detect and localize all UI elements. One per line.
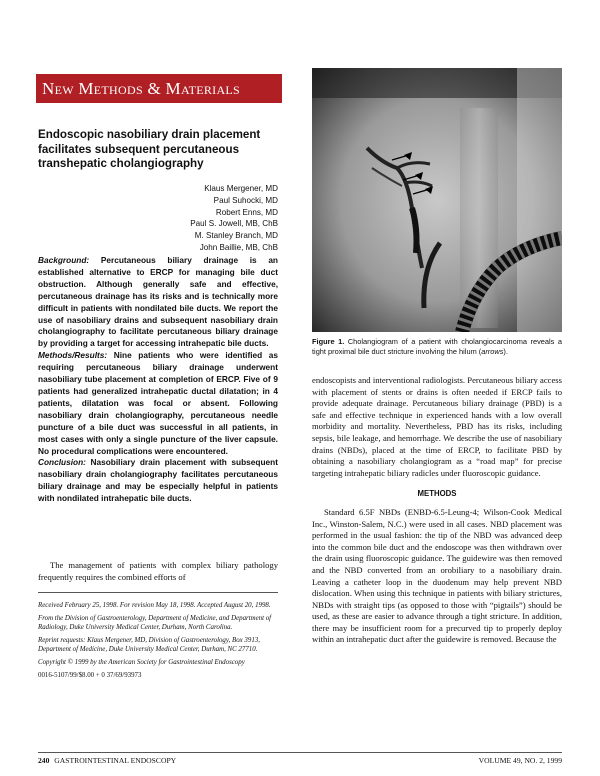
footer-divider	[38, 752, 562, 753]
abstract-conclusion	[38, 457, 278, 505]
abstract	[38, 255, 278, 505]
abstract-text: Nasobiliary drain placement with subsequent nasobiliary drain cholangiography facilitates percutaneous biliary drainage and may be especially helpful in patients with nondilated intrahepatic bile ducts.	[38, 457, 278, 504]
author: Robert Enns, MD	[215, 207, 278, 217]
author: Paul Suhocki, MD	[213, 195, 278, 205]
cholangiogram-image	[312, 68, 562, 332]
caption-end: ).	[503, 347, 508, 357]
methods-heading: METHODS	[417, 489, 457, 499]
methods-paragraph: Standard 6.5F NBDs (ENBD-6.5-Leung-4; Wilson-Cook Medical Inc., Winston-Salem, N.C.) were used in all cases. NBD placement was performed in the usual fashion: the tip of the NBD was advanced deep into the common bile duct and the endoscope was then withdrawn over the drain using fluoroscopic guidance. The guidewire was then removed and the NBD converted from an orobiliary to a nasobiliary drain. Leaving a catheter loop in the duodenum may help prevent NBD dislocation. When using this technique in patients with biliary strictures, NBDs with straight tips (as opposed to those with “pigtails”) should be used, as these are easier to advance through a tight stricture. In addition, there may be insufficient room for a precurved tip to properly deploy within an intrahepatic duct after the guidewire is removed. Because the	[312, 506, 562, 645]
continuation-paragraph: endoscopists and interventional radiologists. Percutaneous biliary access with placement of stents or drains is often needed if ERCP fails to provide adequate drainage. Percutaneous biliary drainage (PBD) is a safe and effective technique in experienced hands with a low overall morbidity and mortality. Nevertheless, PBD has its risks, including sepsis, bile leakage, and hemorrhage. We describe the use of nasobiliary drains (NBDs), placed at the time of ERCP, to facilitate PBD by obtaining a nasobiliary cholangiogram as a “road map” for precise targeting intrahepatic biliary radicles under fluoroscopic guidance.	[312, 375, 562, 478]
figure-label: Figure 1.	[312, 337, 345, 346]
author: Paul S. Jowell, MB, ChB	[190, 219, 278, 229]
article-code: 0016-5107/99/$8.00 + 0 37/69/93973	[38, 671, 142, 679]
intro-paragraph	[38, 560, 278, 583]
received-note: Received February 25, 1998. For revision May 18, 1998. Accepted August 20, 1998.	[38, 602, 271, 609]
author: John Baillie, MB, ChB	[199, 242, 278, 252]
article-footnotes	[38, 601, 278, 684]
abstract-text: Percutaneous biliary drainage is an established alternative to ERCP for managing bile duct obstruction. Although generally safe and effective, percutaneous drainage has its risks and is technically more difficult in patients with nondilated bile ducts. We report the use of nasobiliary drains and subsequent nasobiliary drain cholangiography to facilitate percutaneous biliary drainage by providing a target for accessing intrahepatic bile ducts.	[38, 255, 278, 349]
body-column-right	[312, 375, 562, 646]
cholangiogram-figure	[312, 68, 562, 332]
copyright-note: Copyright © 1999 by the American Society for Gastrointestinal Endoscopy	[38, 658, 245, 666]
journal-name: GASTROINTESTINAL ENDOSCOPY	[54, 756, 177, 765]
caption-arrows: arrows	[481, 347, 504, 357]
caption-text: Cholangiogram of a patient with cholangiocarcinoma reveals a tight proximal bile duct stricture involving the hilum (	[312, 337, 562, 357]
issue-info: VOLUME 49, NO. 2, 1999	[478, 756, 562, 765]
abstract-label: Conclusion:	[38, 457, 86, 468]
footnote-divider	[38, 592, 278, 593]
abstract-methods	[38, 350, 278, 457]
abstract-label: Background:	[38, 255, 90, 265]
intro-text: The management of patients with complex biliary pathology frequently requires the combined efforts of	[38, 560, 278, 582]
article-title: Endoscopic nasobiliary drain placement facilitates subsequent percutaneous transhepatic cholangiography	[38, 128, 261, 170]
page-number: 240	[38, 756, 50, 765]
abstract-background	[38, 255, 278, 350]
figure-caption	[312, 337, 562, 358]
footer-left	[38, 756, 176, 765]
author: Klaus Mergener, MD	[204, 184, 278, 193]
reprint-note: Reprint requests: Klaus Mergener, MD, Division of Gastroenterology, Box 3913, Department of Medicine, Duke University Medical Center, Durham, NC 27710.	[38, 636, 260, 654]
section-banner: New Methods & Materials	[36, 74, 282, 103]
author-list	[130, 183, 278, 254]
abstract-text: Nine patients who were identified as requiring percutaneous biliary drainage underwent nasobiliary tube placement at completion of ERCP. Five of 9 patients had generalized intrahepatic ductal dilatation; in 4 patients, dilatation was focal or absent. Following nasobiliary drain cholangiography, percutaneous needle puncture of a bile duct was successful in all patients, in most cases with only a single puncture of the liver capsule. No procedural complications were encountered.	[38, 350, 278, 456]
abstract-label: Methods/Results:	[38, 350, 108, 361]
affiliation-note: From the Division of Gastroenterology, Department of Medicine, and Department of Radiology, Duke University Medical Center, Durham, North Carolina.	[38, 614, 272, 632]
author: M. Stanley Branch, MD	[194, 231, 278, 241]
